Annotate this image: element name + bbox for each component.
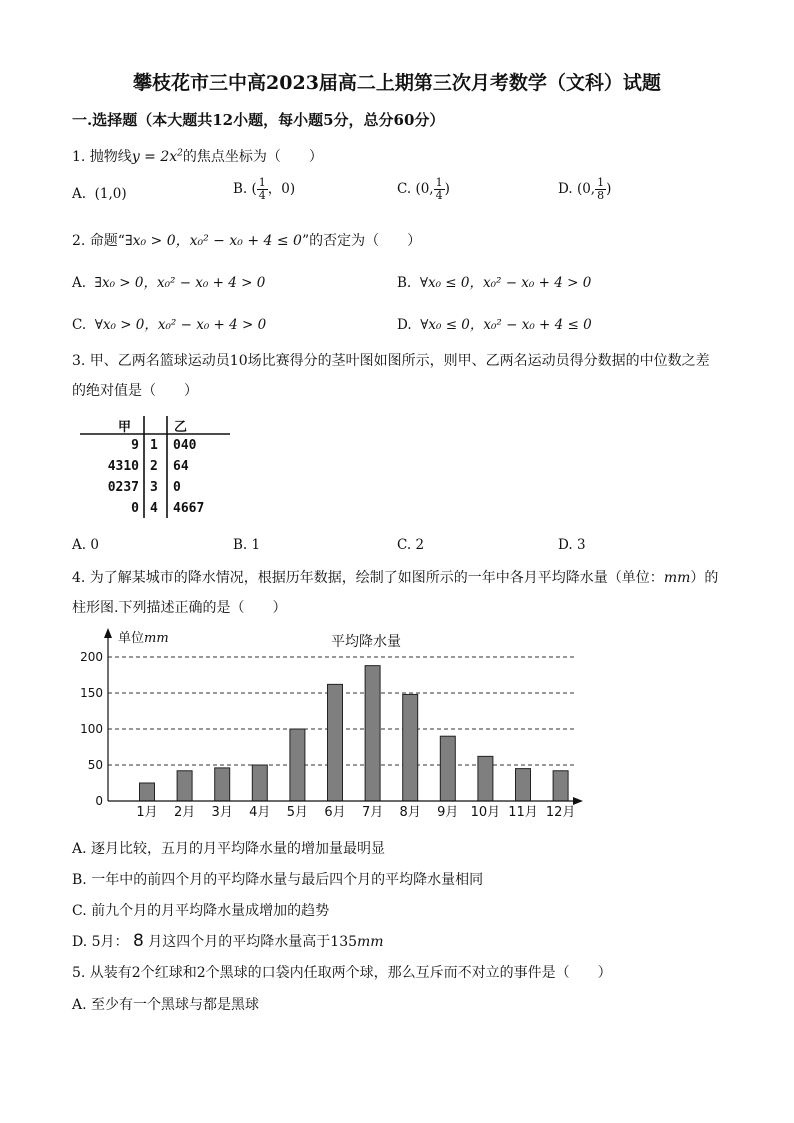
x-tick-label: 11月 bbox=[508, 805, 538, 820]
bar-1 bbox=[140, 783, 155, 801]
q2-option-a: A. ∃x₀ > 0，x₀² − x₀ + 4 > 0 bbox=[72, 275, 266, 291]
question-3-stem-line1: 3. 甲、乙两名篮球运动员10场比赛得分的茎叶图如图所示，则甲、乙两名运动员得分数据的中位数之差 bbox=[72, 353, 710, 369]
precipitation-bar-chart bbox=[70, 626, 590, 824]
q1-option-b: B. ( $\frac{1}{4}$ ，0) bbox=[233, 176, 296, 202]
question-1-stem: 1. 抛物线$y = 2x^2$的焦点坐标为（ ） bbox=[72, 148, 323, 165]
page-title: 攀枝花市三中高2023届高二上期第三次月考数学（文科）试题 bbox=[133, 72, 661, 94]
q4-option-d: D. 5月： 8 月这四个月的平均降水量高于135mm bbox=[72, 931, 384, 951]
bar-9 bbox=[440, 736, 455, 801]
q1-option-a: A. (1,0) bbox=[72, 186, 127, 202]
q1-option-c: C. (0, $\frac{1}{4}$ ) bbox=[397, 176, 450, 202]
x-tick-label: 5月 bbox=[286, 805, 309, 820]
q4-option-b: B. 一年中的前四个月的平均降水量与最后四个月的平均降水量相同 bbox=[72, 872, 484, 888]
bar-11 bbox=[516, 769, 531, 801]
x-tick-label: 10月 bbox=[470, 805, 501, 820]
section-heading: 一.选择题（本大题共12小题，每小题5分，总分60分） bbox=[72, 111, 445, 129]
stem-leaf-head-right: 乙 bbox=[174, 420, 188, 435]
stem-leaf-stem: 4 bbox=[150, 501, 158, 516]
bar-7 bbox=[365, 666, 380, 801]
bar-5 bbox=[290, 729, 305, 801]
x-tick-label: 12月 bbox=[545, 805, 576, 820]
q2-option-d: D. ∀x₀ ≤ 0，x₀² − x₀ + 4 ≤ 0 bbox=[397, 317, 592, 333]
q3-option-c: C. 2 bbox=[397, 537, 425, 553]
bar-10 bbox=[478, 756, 493, 801]
stem-leaf-left-leaves: 0237 bbox=[107, 480, 139, 495]
bar-8 bbox=[403, 694, 418, 801]
question-2-stem: 2. 命题“∃x₀ > 0，x₀² − x₀ + 4 ≤ 0”的否定为（ ） bbox=[72, 233, 422, 249]
stem-leaf-right-leaves: 0 bbox=[173, 480, 181, 495]
q2-option-b: B. ∀x₀ ≤ 0，x₀² − x₀ + 4 > 0 bbox=[397, 275, 592, 291]
x-tick-label: 3月 bbox=[211, 805, 233, 820]
y-tick-label: 50 bbox=[87, 758, 103, 772]
q1-option-d: D. (0, $\frac{1}{8}$ ) bbox=[558, 176, 612, 202]
x-tick-label: 4月 bbox=[249, 805, 271, 820]
y-tick-label: 100 bbox=[80, 722, 103, 736]
q3-option-b: B. 1 bbox=[233, 537, 261, 553]
x-tick-label: 6月 bbox=[324, 805, 346, 820]
q3-option-a: A. 0 bbox=[72, 537, 99, 553]
stem-leaf-head-left: 甲 bbox=[118, 420, 132, 435]
stem-leaf-right-leaves: 040 bbox=[173, 438, 197, 453]
bar-12 bbox=[553, 771, 568, 801]
question-4-stem-line2: 柱形图.下列描述正确的是（ ） bbox=[72, 600, 287, 616]
x-tick-label: 8月 bbox=[399, 805, 421, 820]
bar-3 bbox=[215, 768, 230, 801]
question-5-stem: 5. 从装有2个红球和2个黑球的口袋内任取两个球，那么互斥而不对立的事件是（ ） bbox=[72, 965, 612, 981]
x-tick-label: 7月 bbox=[361, 805, 384, 820]
stem-leaf-left-leaves: 4310 bbox=[107, 459, 139, 474]
question-3-stem-line2: 的绝对值是（ ） bbox=[72, 383, 198, 399]
x-tick-label: 2月 bbox=[173, 805, 196, 820]
bar-2 bbox=[177, 771, 192, 801]
bar-4 bbox=[252, 765, 267, 801]
stem-leaf-right-leaves: 64 bbox=[173, 459, 189, 474]
q3-option-d: D. 3 bbox=[558, 537, 586, 553]
x-tick-label: 1月 bbox=[136, 805, 158, 820]
q4-option-a: A. 逐月比较，五月的月平均降水量的增加量最明显 bbox=[72, 841, 386, 857]
y-tick-label: 0 bbox=[95, 794, 103, 808]
stem-leaf-stem: 2 bbox=[150, 459, 158, 474]
stem-leaf-table bbox=[78, 414, 234, 522]
y-tick-label: 200 bbox=[80, 650, 103, 664]
stem-leaf-stem: 3 bbox=[150, 480, 158, 495]
bar-6 bbox=[328, 684, 343, 801]
y-tick-label: 150 bbox=[80, 686, 103, 700]
q2-option-c: C. ∀x₀ > 0，x₀² − x₀ + 4 > 0 bbox=[72, 317, 267, 333]
question-4-stem-line1: 4. 为了解某城市的降水情况，根据历年数据，绘制了如图所示的一年中各月平均降水量（单位：mm）的 bbox=[72, 570, 719, 586]
y-axis-arrow bbox=[104, 628, 112, 638]
stem-leaf-stem: 1 bbox=[150, 438, 158, 453]
q4-option-c: C. 前九个月的月平均降水量成增加的趋势 bbox=[72, 903, 330, 919]
stem-leaf-right-leaves: 4667 bbox=[173, 501, 205, 516]
stem-leaf-left-leaves: 0 bbox=[131, 501, 139, 516]
chart-ylabel: 单位mm bbox=[118, 631, 169, 646]
q5-option-a: A. 至少有一个黑球与都是黑球 bbox=[72, 997, 260, 1013]
stem-leaf-left-leaves: 9 bbox=[131, 438, 139, 453]
x-axis-arrow bbox=[573, 797, 583, 805]
chart-title: 平均降水量 bbox=[331, 634, 401, 650]
x-tick-label: 9月 bbox=[437, 805, 459, 820]
